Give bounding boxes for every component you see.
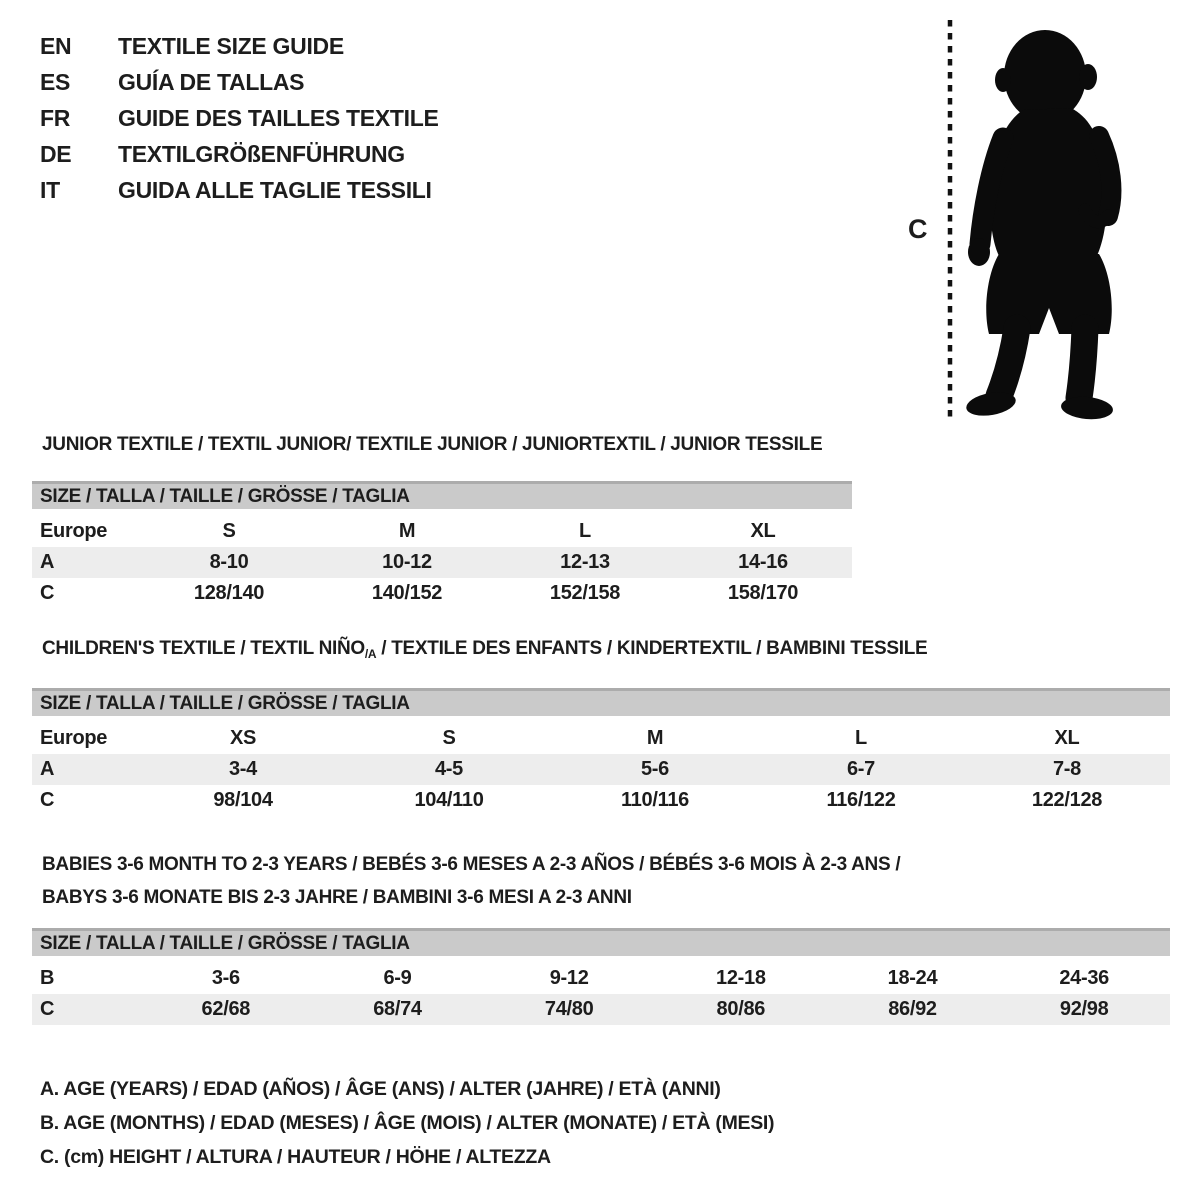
table-row-europe [32, 723, 1170, 754]
age-cell: 7-8 [1052, 758, 1081, 780]
language-title-list [40, 28, 439, 208]
size-cell: L [579, 520, 591, 542]
table-row-age [32, 547, 852, 578]
babies-heading-line1: BABIES 3-6 MONTH TO 2-3 YEARS / BEBÉS 3-6 MESES A 2-3 AÑOS / BÉBÉS 3-6 MOIS À 2-3 ANS / [42, 854, 901, 875]
row-label: B [40, 967, 55, 989]
row-label: A [40, 551, 55, 573]
size-header-bar: SIZE / TALLA / TAILLE / GRÖSSE / TAGLIA [32, 928, 1170, 956]
language-row-de [40, 136, 439, 172]
size-cell: XL [1054, 727, 1080, 749]
row-label: C [40, 789, 55, 811]
table-row-age-months [32, 963, 1170, 994]
height-cell: 110/116 [621, 789, 689, 811]
age-cell: 18-24 [887, 967, 938, 989]
language-title: GUIDE DES TAILLES TEXTILE [118, 104, 439, 131]
size-cell: S [222, 520, 236, 542]
toddler-silhouette-icon [925, 12, 1155, 424]
age-cell: 4-5 [434, 758, 463, 780]
size-cell: XS [229, 727, 257, 749]
legend-line-b: B. AGE (MONTHS) / EDAD (MESES) / ÂGE (MOIS) / ALTER (MONATE) / ETÀ (MESI) [40, 1112, 775, 1134]
height-cell: 116/122 [826, 789, 896, 811]
height-measure-label: C [908, 214, 928, 244]
legend-line-c: C. (cm) HEIGHT / ALTURA / HAUTEUR / HÖHE / ALTEZZA [40, 1146, 551, 1168]
height-cell: 128/140 [193, 582, 265, 604]
legend-line-a: A. AGE (YEARS) / EDAD (AÑOS) / ÂGE (ANS) / ALTER (JAHRE) / ETÀ (ANNI) [40, 1078, 721, 1100]
height-cell: 140/152 [371, 582, 443, 604]
row-label: C [40, 998, 55, 1020]
size-cell: XL [750, 520, 776, 542]
height-cell: 68/74 [373, 998, 422, 1020]
age-cell: 24-36 [1059, 967, 1109, 989]
measure-legend [40, 1072, 774, 1174]
language-code: ES [40, 68, 71, 95]
language-code: IT [40, 176, 60, 203]
row-label: C [40, 582, 55, 604]
age-cell: 12-18 [716, 967, 766, 989]
row-label: A [40, 758, 55, 780]
language-code: DE [40, 140, 72, 167]
language-row-it [40, 172, 439, 208]
babies-section-heading [42, 848, 900, 914]
height-cell: 62/68 [201, 998, 251, 1020]
table-row-height [32, 785, 1170, 816]
height-cell: 86/92 [888, 998, 937, 1020]
age-cell: 10-12 [382, 551, 432, 573]
size-cell: M [646, 727, 664, 749]
age-cell: 8-10 [209, 551, 249, 573]
junior-size-table [32, 481, 852, 609]
language-row-fr [40, 100, 439, 136]
language-title: TEXTILGRÖßENFÜHRUNG [118, 140, 405, 167]
height-cell: 98/104 [213, 789, 273, 811]
size-cell: S [442, 727, 456, 749]
language-title: GUIDA ALLE TAGLIE TESSILI [118, 176, 432, 203]
language-code: FR [40, 104, 71, 131]
height-cell: 122/128 [1031, 789, 1103, 811]
size-header-bar: SIZE / TALLA / TAILLE / GRÖSSE / TAGLIA [32, 481, 852, 509]
size-cell: L [855, 727, 867, 749]
height-cell: 74/80 [544, 998, 594, 1020]
language-title: TEXTILE SIZE GUIDE [118, 32, 344, 59]
children-heading-text: / TEXTILE DES ENFANTS / KINDERTEXTIL / BAMBINI TESSILE [376, 638, 928, 659]
row-label: Europe [40, 727, 108, 749]
age-cell: 14-16 [738, 551, 788, 573]
table-row-height [32, 994, 1170, 1025]
height-cell: 152/158 [549, 582, 621, 604]
children-heading-sub: /A [364, 647, 377, 661]
babies-size-table [32, 928, 1170, 1025]
age-cell: 6-9 [383, 967, 412, 989]
language-title: GUÍA DE TALLAS [118, 68, 305, 95]
table-row-europe [32, 516, 852, 547]
junior-section-heading: JUNIOR TEXTILE / TEXTIL JUNIOR/ TEXTILE JUNIOR / JUNIORTEXTIL / JUNIOR TESSILE [42, 434, 823, 455]
children-size-table [32, 688, 1170, 816]
language-row-es [40, 64, 439, 100]
babies-heading-line2: BABYS 3-6 MONATE BIS 2-3 JAHRE / BAMBINI 3-6 MESI A 2-3 ANNI [42, 887, 632, 908]
age-cell: 3-6 [211, 967, 240, 989]
age-cell: 6-7 [846, 758, 875, 780]
height-cell: 158/170 [727, 582, 799, 604]
age-cell: 12-13 [560, 551, 610, 573]
row-label: Europe [40, 520, 108, 542]
children-heading-text: CHILDREN'S TEXTILE / TEXTIL NIÑO [42, 638, 365, 659]
size-header-bar: SIZE / TALLA / TAILLE / GRÖSSE / TAGLIA [32, 688, 1170, 716]
children-section-heading [42, 638, 927, 661]
height-cell: 104/110 [414, 789, 484, 811]
table-row-height [32, 578, 852, 609]
age-cell: 3-4 [228, 758, 257, 780]
size-cell: M [398, 520, 416, 542]
age-cell: 9-12 [549, 967, 589, 989]
age-cell: 5-6 [640, 758, 669, 780]
height-cell: 80/86 [716, 998, 766, 1020]
height-cell: 92/98 [1059, 998, 1109, 1020]
language-row-en [40, 28, 439, 64]
table-row-age [32, 754, 1170, 785]
language-code: EN [40, 32, 72, 59]
